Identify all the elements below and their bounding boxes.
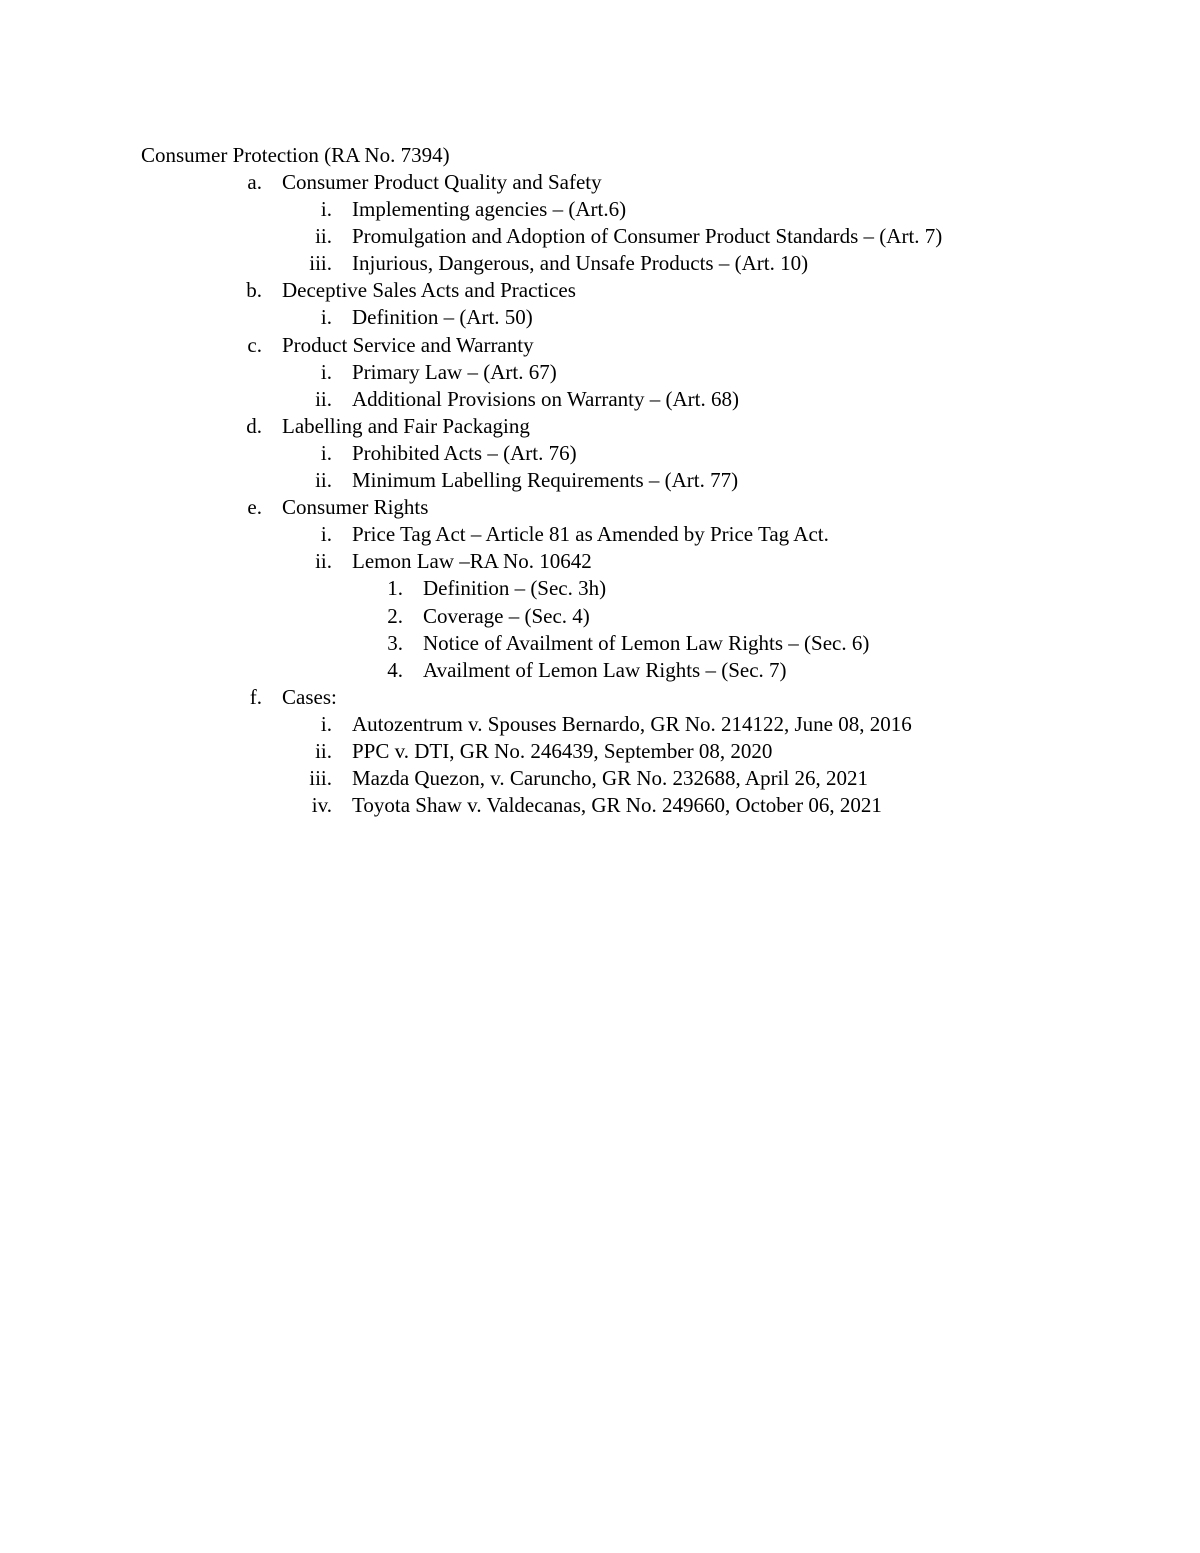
outline-text: Autozentrum v. Spouses Bernardo, GR No. 214122, June 08, 2016: [352, 711, 912, 736]
outline-text: Price Tag Act – Article 81 as Amended by Price Tag Act.: [352, 522, 829, 547]
outline-marker: f.: [249, 684, 262, 709]
outline-marker: ii.: [315, 549, 332, 574]
outline-marker: i.: [320, 197, 332, 222]
outline-text: Deceptive Sales Acts and Practices: [282, 278, 576, 303]
outline-item: [0, 386, 1200, 413]
outline-marker: iv.: [311, 793, 332, 818]
outline-text: Labelling and Fair Packaging: [282, 413, 530, 438]
outline-marker: i.: [320, 711, 332, 736]
outline-text: Notice of Availment of Lemon Law Rights – (Sec. 6): [423, 630, 870, 655]
outline-item: [0, 684, 1200, 711]
outline-text: Product Service and Warranty: [282, 332, 534, 357]
outline-item: [0, 765, 1200, 792]
outline-text: Availment of Lemon Law Rights – (Sec. 7): [423, 657, 787, 682]
outline-text: Additional Provisions on Warranty – (Art. 68): [352, 386, 739, 411]
outline-marker: iii.: [309, 251, 332, 276]
outline-item: [0, 792, 1200, 819]
outline-text: Implementing agencies – (Art.6): [352, 197, 627, 222]
outline-item: [0, 304, 1200, 331]
outline-marker: ii.: [315, 468, 332, 493]
outline-item: [0, 277, 1200, 304]
outline-text: Consumer Product Quality and Safety: [282, 170, 602, 194]
outline-marker: 2.: [387, 603, 403, 628]
outline-item: [0, 223, 1200, 250]
outline-text: Coverage – (Sec. 4): [423, 603, 590, 628]
outline-marker: i.: [320, 440, 332, 465]
outline-marker: d.: [246, 413, 262, 438]
outline-item: [0, 332, 1200, 359]
outline-text: Mazda Quezon, v. Caruncho, GR No. 232688, April 26, 2021: [352, 766, 868, 791]
outline-item: [0, 738, 1200, 765]
outline-marker: iii.: [309, 766, 332, 791]
outline-marker: c.: [247, 332, 262, 357]
outline-marker: ii.: [315, 224, 332, 249]
outline-text: Lemon Law –RA No. 10642: [352, 549, 592, 574]
outline-text: Definition – (Art. 50): [352, 305, 533, 330]
outline-text: Primary Law – (Art. 67): [352, 359, 557, 384]
outline-text: Injurious, Dangerous, and Unsafe Products – (Art. 10): [352, 251, 809, 276]
outline-marker: b.: [246, 278, 262, 303]
outline-text: PPC v. DTI, GR No. 246439, September 08, 2020: [352, 738, 773, 763]
outline-text: Cases:: [282, 684, 337, 709]
outline-text: Minimum Labelling Requirements – (Art. 77): [352, 468, 739, 493]
outline-item: [0, 494, 1200, 521]
outline-item: [0, 467, 1200, 494]
outline-text: Prohibited Acts – (Art. 76): [352, 440, 577, 465]
outline-marker: ii.: [315, 738, 332, 763]
outline-item: [0, 169, 1200, 196]
outline-text: Promulgation and Adoption of Consumer Product Standards – (Art. 7): [352, 224, 943, 249]
outline-marker: 4.: [387, 657, 403, 682]
outline-item: [0, 575, 1200, 602]
outline-item: [0, 521, 1200, 548]
outline-item: [0, 711, 1200, 738]
outline-list: [0, 169, 1200, 819]
outline-item: [0, 440, 1200, 467]
outline-item: [0, 630, 1200, 657]
outline-marker: ii.: [315, 386, 332, 411]
outline-marker: 1.: [387, 576, 403, 601]
outline-item: [0, 603, 1200, 630]
outline-text: Toyota Shaw v. Valdecanas, GR No. 249660, October 06, 2021: [352, 793, 882, 818]
outline-item: [0, 413, 1200, 440]
outline-marker: 3.: [387, 630, 403, 655]
outline-marker: i.: [320, 522, 332, 547]
outline-marker: i.: [320, 305, 332, 330]
outline-item: [0, 250, 1200, 277]
document-title: Consumer Protection (RA No. 7394): [141, 143, 450, 167]
outline-text: Consumer Rights: [282, 495, 429, 520]
outline-marker: e.: [247, 495, 262, 520]
outline-item: [0, 196, 1200, 223]
outline-item: [0, 359, 1200, 386]
outline-item: [0, 548, 1200, 575]
outline-item: [0, 657, 1200, 684]
outline-marker: a.: [247, 170, 262, 194]
outline-text: Definition – (Sec. 3h): [423, 576, 607, 601]
outline-marker: i.: [320, 359, 332, 384]
